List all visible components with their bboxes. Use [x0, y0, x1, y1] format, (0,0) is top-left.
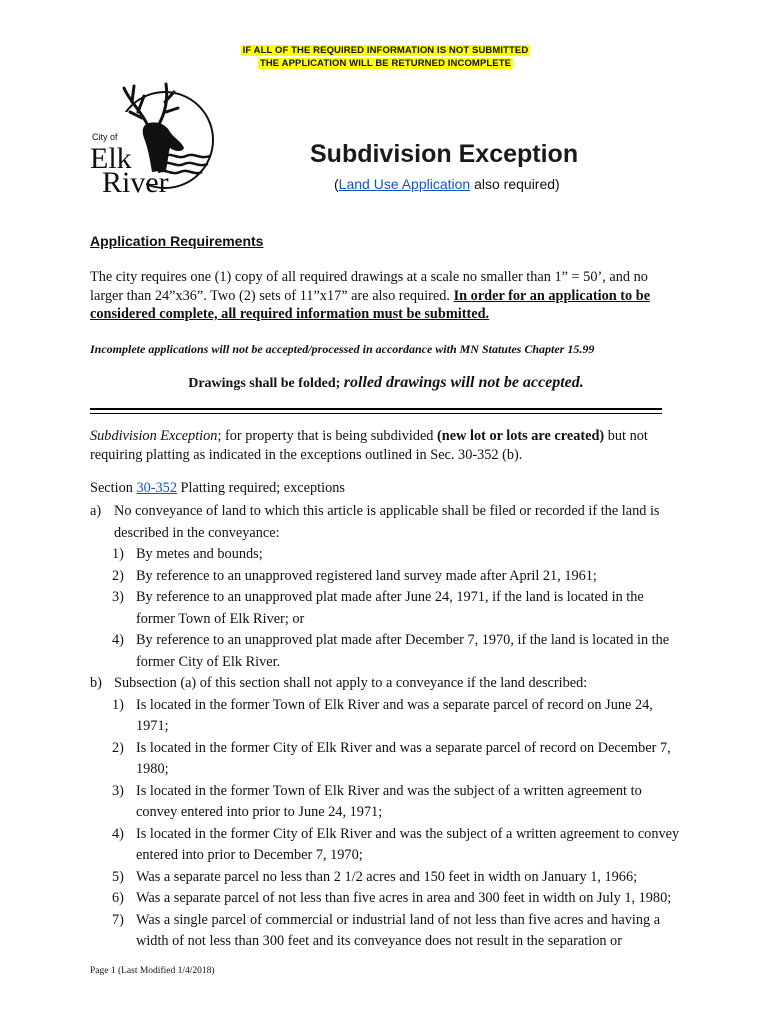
requirements-paragraph — [90, 268, 682, 324]
elk-river-logo — [86, 82, 226, 194]
list-marker: a) — [90, 503, 102, 519]
requirements-text: The city requires one (1) copy of all required drawings at a scale no smaller than 1” = 50’, and no larger than 24”x36”. Two (2) sets of 11”x17” are also required. — [90, 269, 648, 304]
banner-line-2: THE APPLICATION WILL BE RETURNED INCOMPLETE — [259, 58, 512, 69]
section-pre: Section — [90, 480, 137, 496]
list-marker: 1) — [112, 696, 124, 713]
intro-italic: Subdivision Exception — [90, 428, 218, 444]
land-use-application-link[interactable]: Land Use Application — [338, 176, 471, 192]
section-post: Platting required; exceptions — [176, 480, 345, 496]
list-text: By metes and bounds; — [136, 546, 263, 562]
requirements-bold-text: In order for an application to be considered complete, all required information must be submitted. — [90, 287, 651, 322]
list-marker: 5) — [112, 868, 124, 885]
list-item — [90, 544, 680, 566]
list-marker: 6) — [112, 890, 124, 906]
list-marker: 2) — [112, 567, 124, 584]
list-item — [90, 910, 680, 953]
list-item — [90, 673, 680, 695]
list-text: Was a separate parcel of not less than five acres in area and 300 feet in width on July 1, 1980; — [136, 890, 672, 906]
page-title: Subdivision Exception — [310, 140, 579, 168]
list-item — [90, 738, 680, 781]
list-text: By reference to an unapproved registered land survey made after April 21, 1961; — [136, 567, 597, 584]
list-item — [90, 867, 680, 889]
intro-text-1: ; for property that is being subdivided — [217, 428, 438, 444]
drawings-italic-text: rolled drawings will not be accepted. — [343, 374, 584, 391]
list-marker: 2) — [112, 739, 124, 756]
incomplete-warning-banner — [226, 44, 545, 70]
logo-elk-text: Elk — [90, 142, 132, 175]
requirements-heading: Application Requirements — [90, 233, 264, 249]
list-item — [90, 824, 680, 867]
list-marker: 4) — [112, 632, 124, 648]
logo-river-text: River — [102, 166, 169, 194]
incomplete-notice: Incomplete applications will not be accepted/processed in accordance with MN Statutes Chapter 15.99 — [90, 342, 595, 356]
list-marker: 4) — [112, 825, 124, 842]
list-item — [90, 888, 680, 910]
list-marker: 1) — [112, 546, 124, 562]
list-text: Subsection (a) of this section shall not apply to a conveyance if the land described: — [114, 675, 588, 691]
list-text: Is located in the former City of Elk River and was the subject of a written agreement to convey entered into prior to December 7, 1970; — [136, 825, 680, 863]
list-item — [90, 695, 680, 738]
list-text: By reference to an unapproved plat made after June 24, 1971, if the land is located in the former Town of Elk River; or — [136, 589, 644, 627]
list-marker: 3) — [112, 589, 124, 605]
list-text: Is located in the former Town of Elk River and was the subject of a written agreement to convey entered into prior to June 24, 1971; — [136, 782, 642, 820]
subtitle-rest: also required) — [470, 176, 560, 192]
drawings-plain-text: Drawings shall be folded; — [188, 376, 344, 391]
list-item — [90, 781, 680, 824]
intro-text-2: but not requiring platting as indicated in the exceptions outlined in Sec. 30-352 (b). — [90, 428, 648, 463]
drawings-notice — [90, 374, 682, 392]
section-30-352-link[interactable]: 30-352 — [136, 480, 177, 496]
intro-paragraph — [90, 427, 682, 464]
divider-thin — [90, 413, 662, 414]
list-text: Was a single parcel of commercial or industrial land of not less than five acres and having a width of not less than 300 feet and its conveyance does not result in the separation or — [136, 911, 661, 949]
banner-line-1: IF ALL OF THE REQUIRED INFORMATION IS NOT SUBMITTED — [242, 45, 529, 56]
list-text: Is located in the former Town of Elk River and was a separate parcel of record on June 24, 1971; — [136, 696, 653, 734]
list-text: Was a separate parcel no less than 2 1/2 acres and 150 feet in width on January 1, 1966; — [136, 868, 638, 885]
list-text: Is located in the former City of Elk River and was a separate parcel of record on December 7, 1980; — [136, 739, 671, 777]
intro-bold: (new lot or lots are created) — [437, 428, 605, 444]
section-heading — [90, 480, 345, 497]
logo-city-of-text: City of — [92, 132, 118, 142]
list-item — [90, 587, 680, 630]
page-footer: Page 1 (Last Modified 1/4/2018) — [90, 966, 215, 976]
page-subtitle — [334, 176, 560, 192]
divider-thick — [90, 408, 662, 410]
list-marker: b) — [90, 675, 102, 691]
subtitle-open: ( — [334, 176, 339, 192]
list-marker: 7) — [112, 911, 124, 928]
list-item — [90, 501, 680, 544]
list-marker: 3) — [112, 782, 124, 799]
list-item — [90, 566, 680, 588]
list-text: No conveyance of land to which this article is applicable shall be filed or recorded if the land is described in the conveyance: — [114, 503, 660, 541]
list-text: By reference to an unapproved plat made after December 7, 1970, if the land is located in the former City of Elk River. — [136, 632, 670, 670]
list-item — [90, 630, 680, 673]
exceptions-list — [90, 501, 680, 953]
